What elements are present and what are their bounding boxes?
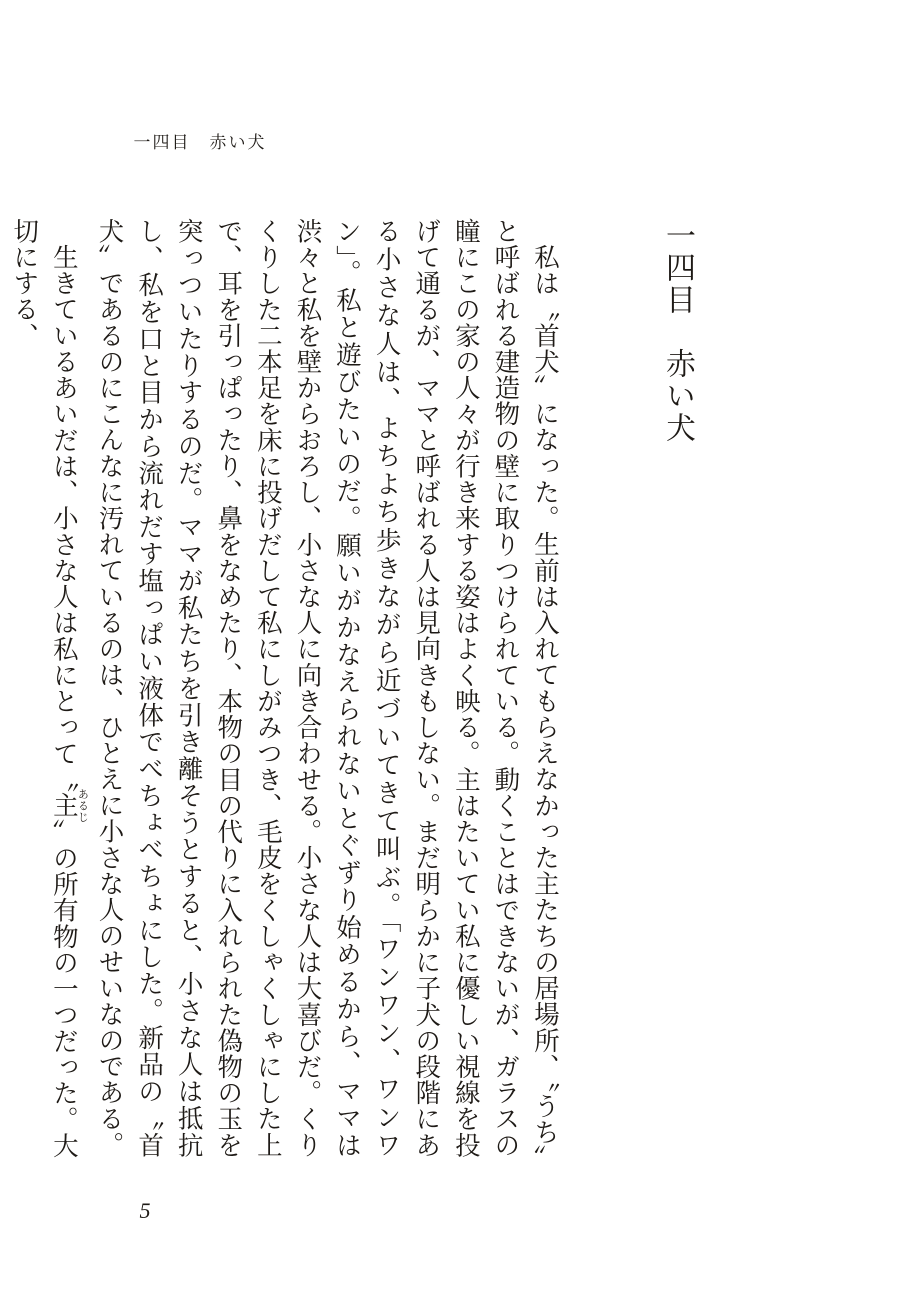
paragraph-2: 生きているあいだは、小さな人は私にとって〝主あるじ〟の所有物の一つだった。大切にする、 — [9, 218, 90, 1158]
page-number: 5 — [139, 1198, 151, 1223]
ruby-reading: あるじ — [76, 787, 90, 823]
body-text — [9, 218, 564, 1158]
paragraph-1: 私は〝首犬〟になった。生前は入れてもらえなかった主たちの居場所、〝うち〟と呼ばれる建造物の壁に取りつけられている。動くことはできないが、ガラスの瞳にこの家の人々が行き来する姿はよく映る。主はたいてい私に優しい視線を投げて通るが、ママと呼ばれる人は見向きもしない。まだ明らかに子犬の段階にある小さな人は、よちよち歩きながら近づいてきて叫ぶ。「ワンワン、ワンワン」。私と遊びたいのだ。願いがかなえられないとぐずり始めるから、ママは渋々と私を壁からおろし、小さな人に向き合わせる。小さな人は大喜びだ。くりくりした二本足を床に投げだして私にしがみつき、毛皮をくしゃくしゃにした上で、耳を引っぱったり、鼻をなめたり、本物の目の代りに入れられた偽物の玉を突っついたりするのだ。ママが私たちを引き離そうとすると、小さな人は抵抗し、私を口と目から流れだす塩っぱい液体でべちょべちょにした。新品の〝首犬〟であるのにこんなに汚れているのは、ひとえに小さな人のせいなのである。 — [94, 218, 560, 1158]
chapter-title: 一四目 赤い犬 — [660, 220, 695, 444]
ruby-annotation: 主あるじ — [48, 787, 90, 823]
running-head: 一四目 赤い犬 — [133, 133, 267, 153]
